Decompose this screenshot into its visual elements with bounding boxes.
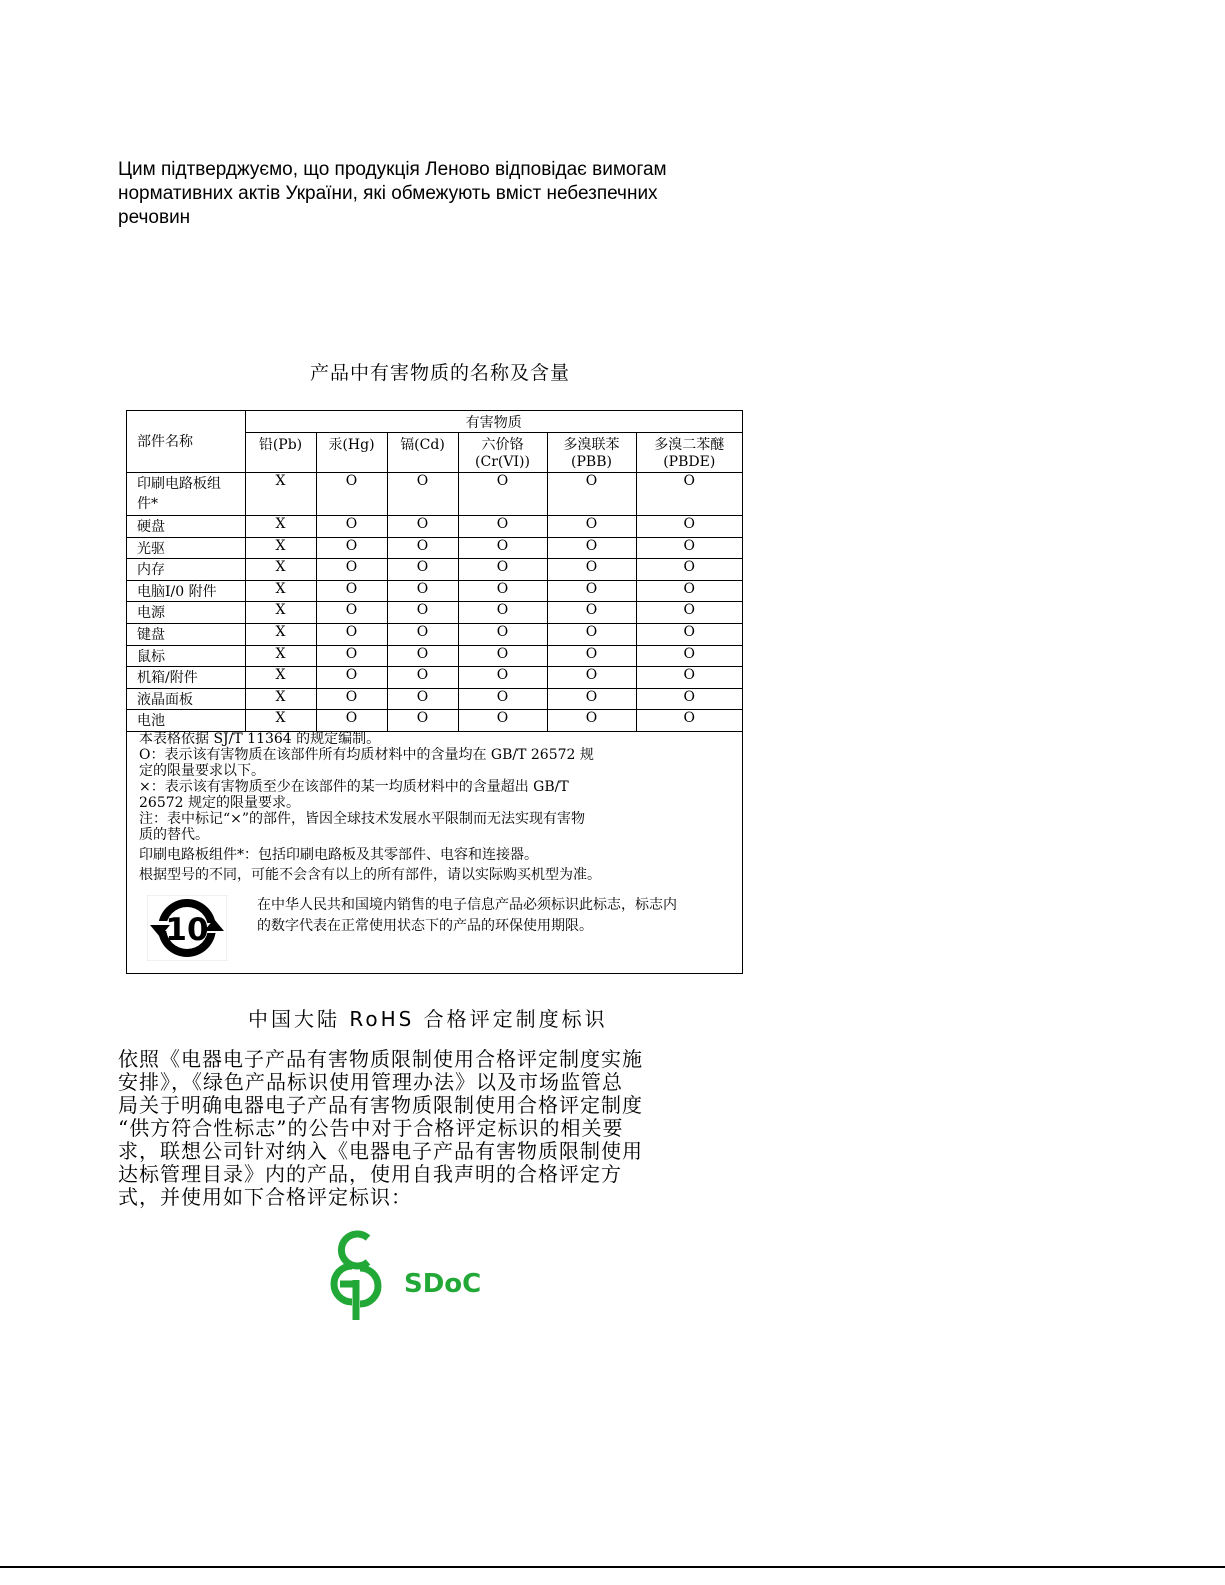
- part-name-cell: [127, 580, 245, 602]
- substance-value-cell: O: [547, 537, 636, 559]
- efup-period: 10: [165, 912, 209, 948]
- substance-value-cell: O: [458, 516, 547, 538]
- substance-value-cell: O: [458, 623, 547, 645]
- hazardous-substance-table: [127, 411, 742, 732]
- substance-value-cell: O: [636, 688, 742, 710]
- efup-text-line: 在中华人民共和国境内销售的电子信息产品必须标识此标志，标志内: [257, 897, 677, 913]
- substance-value-cell: O: [547, 710, 636, 732]
- substance-value-cell: X: [245, 516, 316, 538]
- table-row: [127, 516, 742, 538]
- rohs-body-line: “供方符合性标志”的公告中对于合格评定标识的相关要: [118, 1116, 624, 1140]
- note-pcba: 印刷电路板组件*：包括印刷电路板及其零部件、电容和连接器。: [139, 847, 538, 863]
- substance-value-cell: X: [245, 559, 316, 581]
- part-name: 印刷电路板组: [137, 476, 221, 492]
- substance-value-cell: O: [547, 623, 636, 645]
- substance-value-cell: O: [458, 710, 547, 732]
- substance-header-cell: [636, 433, 742, 473]
- substance-value-cell: O: [547, 559, 636, 581]
- ukraine-statement-line: Цим підтверджуємо, що продукція Леново відповідає вимогам: [118, 159, 667, 180]
- substance-value-cell: O: [316, 516, 387, 538]
- substance-value-cell: O: [387, 710, 458, 732]
- substance-value-cell: O: [458, 667, 547, 689]
- hazardous-substance-table-box: [126, 410, 743, 974]
- part-name-cell: [127, 645, 245, 667]
- table-row: [127, 645, 742, 667]
- table-row: [127, 688, 742, 710]
- part-name: 光驱: [137, 540, 165, 557]
- rohs-body-line: 式，并使用如下合格评定标识：: [118, 1185, 412, 1209]
- table-notes: [139, 731, 729, 883]
- substance-value-cell: O: [547, 688, 636, 710]
- part-name-cell: [127, 667, 245, 689]
- part-name: 电池: [137, 713, 165, 730]
- table-row: [127, 710, 742, 732]
- substance-value-cell: O: [547, 602, 636, 624]
- part-name: 机箱/附件: [137, 670, 198, 687]
- substance-value-cell: O: [387, 688, 458, 710]
- part-name: 电脑I/0 附件: [137, 583, 217, 600]
- note-o-definition: O：表示该有害物质在该部件所有均质材料中的含量均在 GB/T 26572 规: [139, 747, 594, 763]
- substance-name: 汞(Hg): [328, 437, 375, 453]
- substance-value-cell: O: [636, 623, 742, 645]
- substance-value-cell: O: [458, 473, 547, 516]
- substance-header-cell: [245, 433, 316, 473]
- substance-header-cell: [316, 433, 387, 473]
- substance-value-cell: O: [547, 667, 636, 689]
- substance-value-cell: O: [458, 645, 547, 667]
- rohs-body-line: 达标管理目录》内的产品，使用自我声明的合格评定方: [118, 1162, 622, 1186]
- part-name: 件*: [137, 496, 158, 512]
- rohs-section-title: 中国大陆 RoHS 合格评定制度标识: [248, 1007, 608, 1031]
- part-name-cell: [127, 688, 245, 710]
- substance-value-cell: X: [245, 623, 316, 645]
- substance-value-cell: O: [547, 516, 636, 538]
- table-row: [127, 537, 742, 559]
- ukraine-statement-line: речовин: [118, 207, 191, 228]
- substance-value-cell: O: [387, 473, 458, 516]
- substance-header-cell: [547, 433, 636, 473]
- substance-value-cell: O: [387, 623, 458, 645]
- part-name-header: 部件名称: [127, 411, 245, 473]
- rohs-body-line: 安排》，《绿色产品标识使用管理办法》以及市场监管总: [118, 1070, 623, 1094]
- substance-value-cell: O: [636, 667, 742, 689]
- hazardous-substance-header: 有害物质: [245, 411, 742, 433]
- part-name: 硬盘: [137, 519, 165, 535]
- substance-value-cell: O: [316, 473, 387, 516]
- note-remark: 注：表中标记“×”的部件，皆因全球技术发展水平限制而无法实现有害物: [139, 811, 586, 827]
- part-name-cell: [127, 537, 245, 559]
- table-row: [127, 623, 742, 645]
- part-name-cell: [127, 516, 245, 538]
- substance-value-cell: O: [316, 688, 387, 710]
- part-name: 键盘: [137, 626, 165, 643]
- substance-value-cell: O: [316, 667, 387, 689]
- part-name-cell: [127, 602, 245, 624]
- substance-value-cell: X: [245, 602, 316, 624]
- rohs-section-body: [118, 1048, 728, 1209]
- substance-value-cell: X: [245, 710, 316, 732]
- substance-header-cell: [387, 433, 458, 473]
- substance-value-cell: X: [245, 667, 316, 689]
- substance-value-cell: O: [316, 537, 387, 559]
- efup-text-line: 的数字代表在正常使用状态下的产品的环保使用期限。: [257, 918, 593, 934]
- substance-value-cell: O: [636, 710, 742, 732]
- substance-value-cell: O: [387, 516, 458, 538]
- part-name: 电源: [137, 605, 165, 622]
- substance-name: 多溴联苯: [563, 437, 620, 453]
- substance-value-cell: O: [387, 602, 458, 624]
- substance-value-cell: O: [458, 537, 547, 559]
- substance-value-cell: O: [387, 645, 458, 667]
- substance-symbol: (PBB): [571, 454, 612, 470]
- substance-value-cell: O: [458, 688, 547, 710]
- substance-value-cell: O: [636, 537, 742, 559]
- note-x-definition: ×：表示该有害物质至少在该部件的某一均质材料中的含量超出 GB/T: [139, 779, 569, 795]
- table-title: 产品中有害物质的名称及含量: [310, 362, 571, 384]
- substance-value-cell: O: [636, 516, 742, 538]
- note-standard: 本表格依据 SJ/T 11364 的规定编制。: [139, 731, 381, 747]
- part-name-cell: [127, 473, 245, 516]
- table-row: [127, 667, 742, 689]
- table-row: [127, 473, 742, 516]
- substance-name: 铅(Pb): [258, 437, 303, 453]
- substance-value-cell: O: [636, 645, 742, 667]
- part-name-cell: [127, 710, 245, 732]
- substance-name: 镉(Cd): [400, 437, 445, 453]
- sdoc-logo: [322, 1228, 482, 1320]
- substance-value-cell: O: [387, 537, 458, 559]
- substance-value-cell: O: [387, 559, 458, 581]
- ukraine-statement-line: нормативних актів України, які обмежують вміст небезпечних: [118, 183, 658, 204]
- substance-symbol: (Cr(VI)): [475, 454, 530, 470]
- table-row: [127, 559, 742, 581]
- substance-value-cell: X: [245, 645, 316, 667]
- ukraine-compliance-statement: [118, 158, 718, 230]
- rohs-body-line: 局关于明确电器电子产品有害物质限制使用合格评定制度: [118, 1093, 643, 1117]
- substance-value-cell: O: [636, 602, 742, 624]
- part-name: 鼠标: [137, 648, 165, 665]
- substance-value-cell: X: [245, 537, 316, 559]
- note-remark: 质的替代。: [139, 827, 209, 843]
- part-name-cell: [127, 559, 245, 581]
- efup-10-icon: [147, 895, 227, 961]
- substance-value-cell: X: [245, 580, 316, 602]
- substance-symbol: (PBDE): [663, 454, 716, 470]
- part-name: 内存: [137, 562, 165, 579]
- substance-name: 多溴二苯醚: [654, 437, 725, 453]
- part-name: 液晶面板: [137, 691, 193, 708]
- sdoc-symbol: [334, 1234, 378, 1320]
- table-row: [127, 580, 742, 602]
- note-x-definition: 26572 规定的限量要求。: [139, 795, 300, 811]
- substance-value-cell: O: [547, 580, 636, 602]
- substance-value-cell: O: [316, 710, 387, 732]
- substance-name: 六价铬: [481, 437, 524, 453]
- substance-value-cell: O: [458, 580, 547, 602]
- rohs-body-line: 求，联想公司针对纳入《电器电子产品有害物质限制使用: [118, 1139, 643, 1163]
- substance-value-cell: O: [636, 580, 742, 602]
- substance-value-cell: X: [245, 473, 316, 516]
- note-o-definition: 定的限量要求以下。: [139, 763, 265, 779]
- substance-value-cell: O: [316, 580, 387, 602]
- substance-header-cell: [458, 433, 547, 473]
- substance-value-cell: O: [316, 602, 387, 624]
- sdoc-text: SDoC: [404, 1269, 482, 1299]
- substance-value-cell: O: [636, 473, 742, 516]
- substance-value-cell: O: [458, 602, 547, 624]
- substance-value-cell: O: [458, 559, 547, 581]
- substance-value-cell: O: [547, 473, 636, 516]
- table-row: [127, 602, 742, 624]
- substance-value-cell: O: [387, 667, 458, 689]
- substance-value-cell: O: [547, 645, 636, 667]
- substance-value-cell: O: [316, 645, 387, 667]
- substance-value-cell: O: [316, 559, 387, 581]
- substance-value-cell: O: [316, 623, 387, 645]
- rohs-body-line: 依照《电器电子产品有害物质限制使用合格评定制度实施: [118, 1047, 643, 1071]
- part-name-cell: [127, 623, 245, 645]
- substance-value-cell: O: [387, 580, 458, 602]
- substance-value-cell: X: [245, 688, 316, 710]
- efup-description: [257, 895, 737, 937]
- table-header-row: [127, 411, 742, 433]
- note-model: 根据型号的不同，可能不会含有以上的所有部件，请以实际购买机型为准。: [139, 867, 601, 883]
- page-bottom-rule: [0, 1566, 1225, 1568]
- substance-value-cell: O: [636, 559, 742, 581]
